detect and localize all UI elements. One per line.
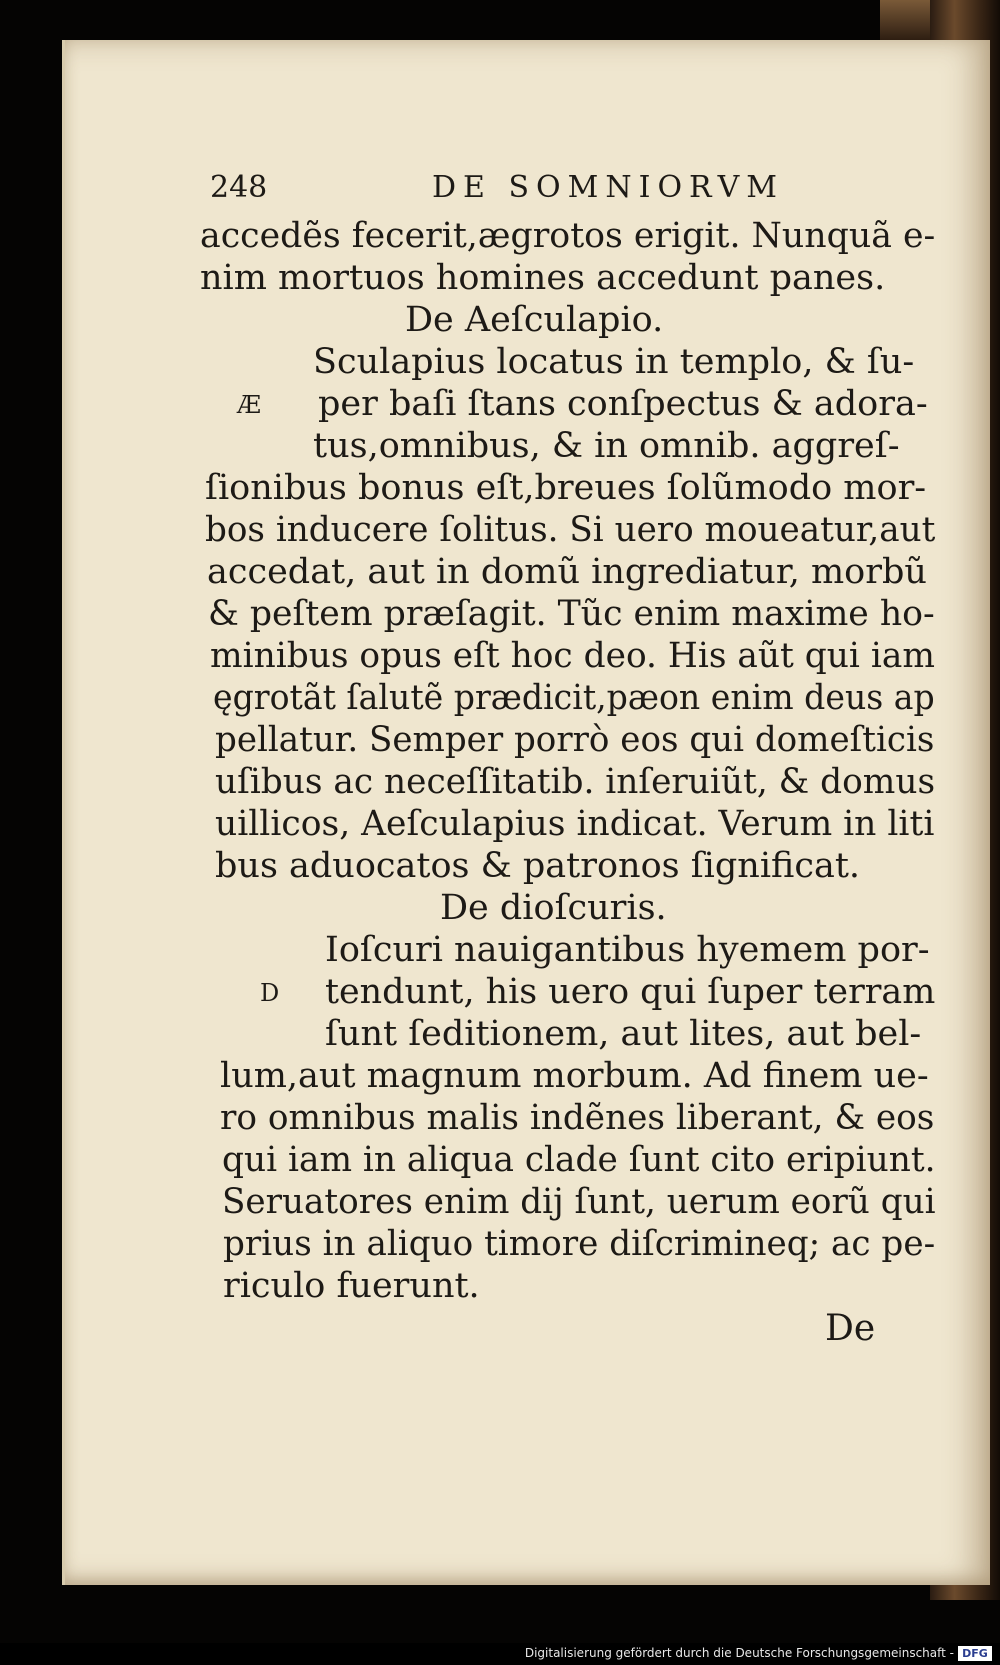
text-line: qui iam in aliqua clade ſunt cito eripiunt. [222,1140,936,1180]
page-number: 248 [210,170,268,205]
text-line: minibus opus eſt hoc deo. His aũt qui iam [210,636,935,676]
running-head [210,170,930,210]
text-line: uillicos, Aeſculapius indicat. Verum in liti [215,804,935,844]
text-line: ſionibus bonus eſt,breues ſolũmodo mor- [205,468,927,508]
text-line: ęgrotãt ſalutẽ prædicit,pæon enim deus ap [213,678,935,718]
text-line: bus aduocatos & patronos ſignificat. [215,846,861,886]
section-heading-aesculapius: De Aeſculapio. [405,300,664,340]
text-line: tus,omnibus, & in omnib. aggreſ- [313,426,900,466]
initial-letter-ae: Æ [237,391,262,419]
page-sheet [62,40,990,1585]
text-line: bos inducere ſolitus. Si uero moueatur,aut [205,510,936,550]
text-line: Seruatores enim dij ſunt, uerum eorũ qui [222,1182,936,1222]
text-line: lum,aut magnum morbum. Ad finem ue- [220,1056,929,1096]
text-line: ſunt ſeditionem, aut lites, aut bel- [325,1014,922,1054]
text-line: prius in aliquo timore diſcrimineq; ac pe- [223,1224,936,1264]
text-line: per baſi ſtans conſpectus & adora- [318,384,928,424]
text-line: accedẽs fecerit,ægrotos erigit. Nunquã e- [200,216,936,256]
dfg-logo-icon: DFG [958,1646,992,1661]
text-line: ro omnibus malis indẽnes liberant, & eos [220,1098,935,1138]
text-line: tendunt, his uero qui ſuper terram [325,972,936,1012]
text-line: Sculapius locatus in templo, & ſu- [313,342,915,382]
text-line: nim mortuos homines accedunt panes. [200,258,886,298]
footer-credit: Digitalisierung gefördert durch die Deutsche Forschungsgemeinschaft - [524,1646,954,1660]
text-line: riculo fuerunt. [223,1266,480,1306]
text-line: pellatur. Semper porrò eos qui domeſticis [215,720,935,760]
text-line: accedat, aut in domũ ingrediatur, morbũ [207,552,927,592]
catchword: De [825,1308,876,1349]
section-heading-dioscuri: De dioſcuris. [440,888,667,928]
initial-letter-d: D [260,979,280,1007]
digitization-footer [0,1643,1000,1665]
text-line: & peſtem præſagit. Tũc enim maxime ho- [208,594,935,634]
running-head-title: DE SOMNIORVM [432,170,784,205]
text-line: uſibus ac neceſſitatib. inſeruiũt, & domus [215,762,936,802]
text-line: Ioſcuri nauigantibus hyemem por- [325,930,930,970]
